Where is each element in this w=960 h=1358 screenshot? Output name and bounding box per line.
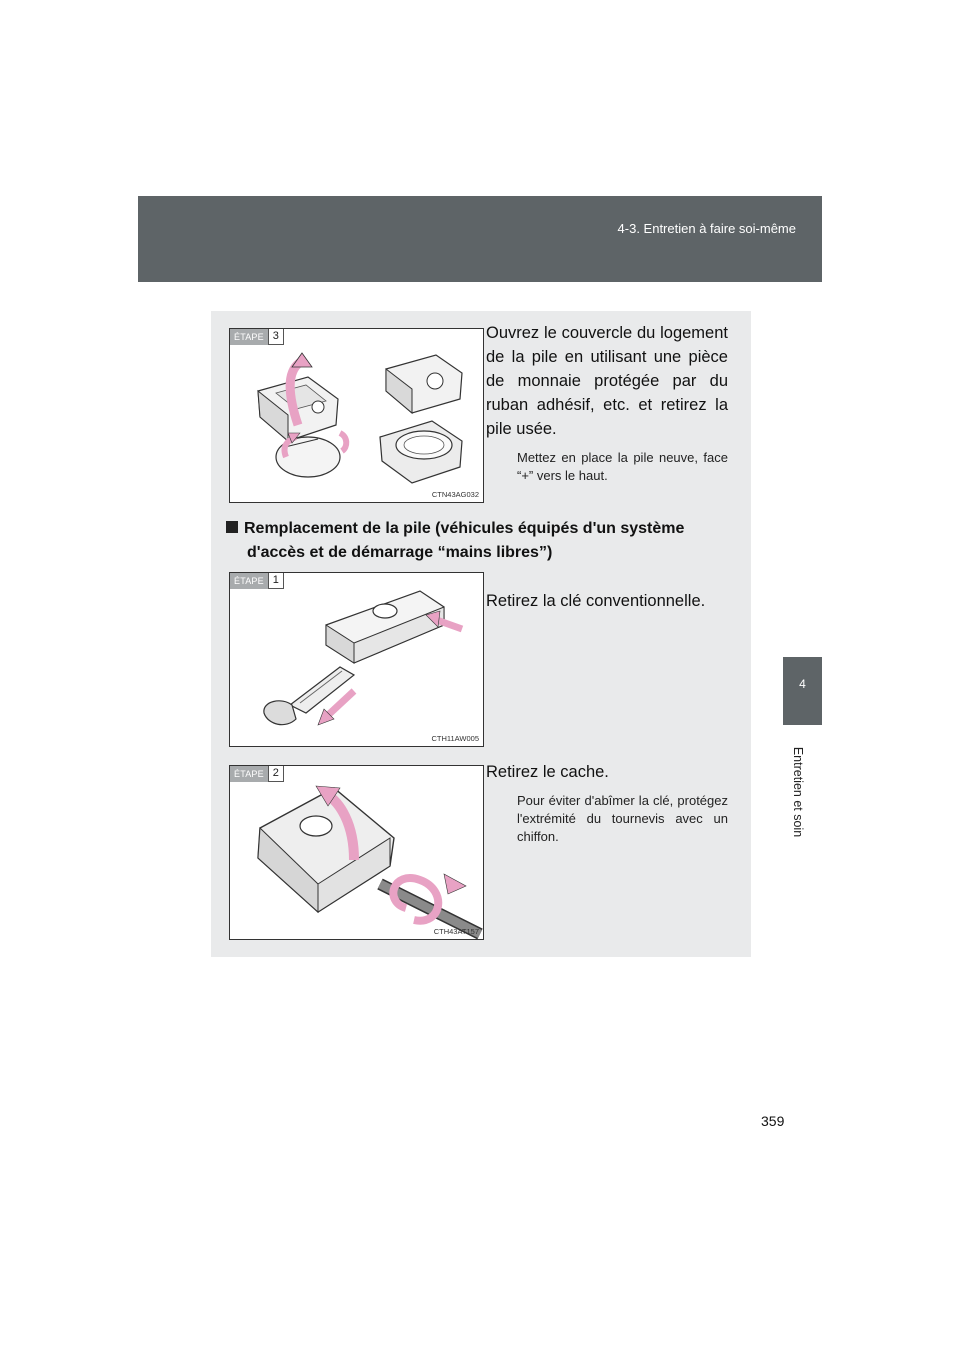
figure-step-1 (229, 572, 484, 747)
image-code: CTH11AW005 (431, 734, 479, 743)
image-code: CTH43AT157 (433, 927, 479, 936)
section-title: 4-3. Entretien à faire soi-même (617, 221, 796, 236)
step-badge (230, 766, 284, 782)
step-number: 1 (268, 573, 284, 589)
step-number: 3 (268, 329, 284, 345)
page-number: 359 (761, 1113, 785, 1129)
mechanical-key-illustration (230, 573, 484, 747)
step-label: ÉTAPE (230, 573, 268, 589)
step-instruction: Retirez la clé conventionnelle. (486, 592, 706, 610)
remove-cover-illustration (230, 766, 484, 940)
step-1-text-block (486, 589, 728, 613)
step-label: ÉTAPE (230, 329, 268, 345)
chapter-side-label (788, 735, 808, 855)
step-badge (230, 329, 284, 345)
square-bullet-icon (226, 521, 238, 533)
chapter-number: 4 (799, 677, 806, 691)
battery-cover-illustration (230, 329, 484, 503)
image-code: CTN43AG032 (431, 490, 479, 499)
step-2-text-block (486, 760, 728, 846)
section-heading-line-2: d'accès et de démarrage “mains libres”) (247, 544, 553, 561)
step-instruction: Retirez le cache. (486, 763, 609, 781)
step-number: 2 (268, 766, 284, 782)
section-heading-line-1: Remplacement de la pile (véhicules équipés d'un système (244, 520, 685, 537)
step-badge (230, 573, 284, 589)
step-note: Pour éviter d'abîmer la clé, protégez l'extrémité du tournevis avec un chiffon. (517, 793, 728, 844)
chapter-tab (783, 657, 822, 725)
chapter-header-bar (138, 196, 822, 282)
step-instruction: Ouvrez le couvercle du logement de la pile en utilisant une pièce de monnaie protégée par du ruban adhésif, etc. et retirez la pile usée. (486, 324, 728, 438)
step-note: Mettez en place la pile neuve, face “+” vers le haut. (517, 450, 728, 483)
section-heading (226, 517, 730, 565)
step-label: ÉTAPE (230, 766, 268, 782)
figure-step-2 (229, 765, 484, 940)
figure-step-3 (229, 328, 484, 503)
chapter-title: Entretien et soin (791, 746, 805, 838)
step-3-text-block (486, 321, 728, 485)
